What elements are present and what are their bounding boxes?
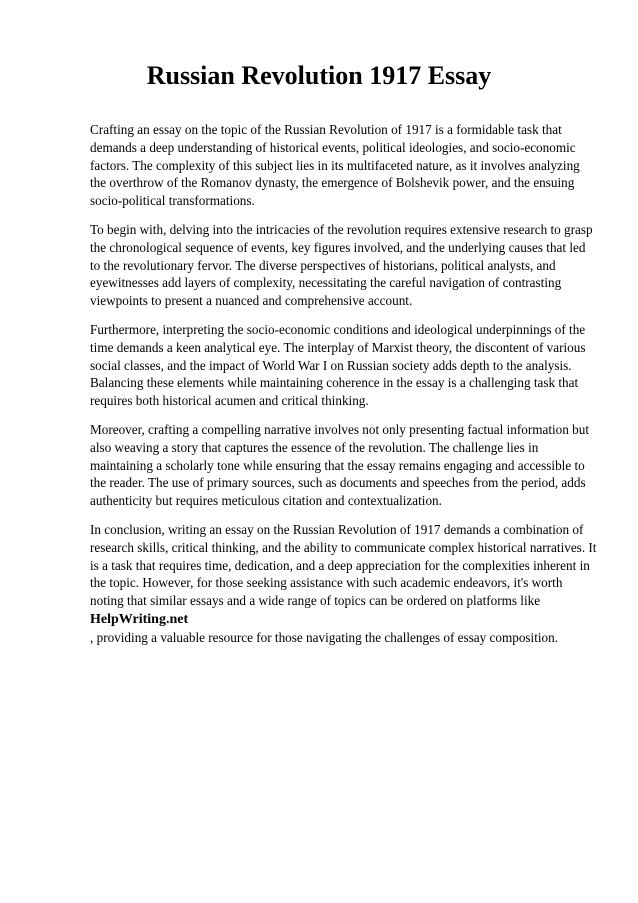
- document-title: Russian Revolution 1917 Essay: [146, 61, 492, 90]
- helpwriting-link[interactable]: HelpWriting.net: [90, 611, 189, 627]
- conclusion-text-after-link: , providing a valuable resource for those navigating the challenges of essay composition.: [90, 629, 559, 645]
- paragraph-3: Furthermore, interpreting the socio-economic conditions and ideological underpinnings of the time demands a keen analytical eye. The interplay of Marxist theory, the discontent of various social classes, and the impact of World War I on Russian society adds depth to the analysis. Balancing these elements while maintaining coherence in the essay is a challenging task that requires both historical acumen and critical thinking.: [90, 321, 586, 409]
- paragraph-2: To begin with, delving into the intricacies of the revolution requires extensive research to grasp the chronological sequence of events, key figures involved, and the underlying causes that led to the revolutionary fervor. The diverse perspectives of historians, political analysts, and eyewitnesses add layers of complexity, necessitating the careful navigation of contrasting viewpoints to present a nuanced and comprehensive account.: [90, 221, 593, 309]
- conclusion-text-before-link: In conclusion, writing an essay on the Russian Revolution of 1917 demands a combination of research skills, critical thinking, and the ability to communicate complex historical narratives. It is a task that requires time, dedication, and a deep appreciation for the complexities inherent in the topic. However, for those seeking assistance with such academic endeavors, it's worth noting that similar essays and a wide range of topics can be ordered on platforms like: [90, 521, 597, 609]
- paragraph-conclusion: [90, 521, 598, 647]
- paragraph-1: Crafting an essay on the topic of the Russian Revolution of 1917 is a formidable task that demands a deep understanding of historical events, political ideologies, and socio-economic factors. The complexity of this subject lies in its multifaceted nature, as it involves analyzing the overthrow of the Romanov dynasty, the emergence of Bolshevik power, and the ensuing socio-political transformations.: [90, 122, 580, 209]
- paragraph-4: Moreover, crafting a compelling narrative involves not only presenting factual information but also weaving a story that captures the essence of the revolution. The challenge lies in maintaining a scholarly tone while ensuring that the essay remains engaging and accessible to the reader. The use of primary sources, such as documents and speeches from the period, adds authenticity but requires meticulous citation and contextualization.: [90, 421, 589, 509]
- document-body: [90, 121, 598, 658]
